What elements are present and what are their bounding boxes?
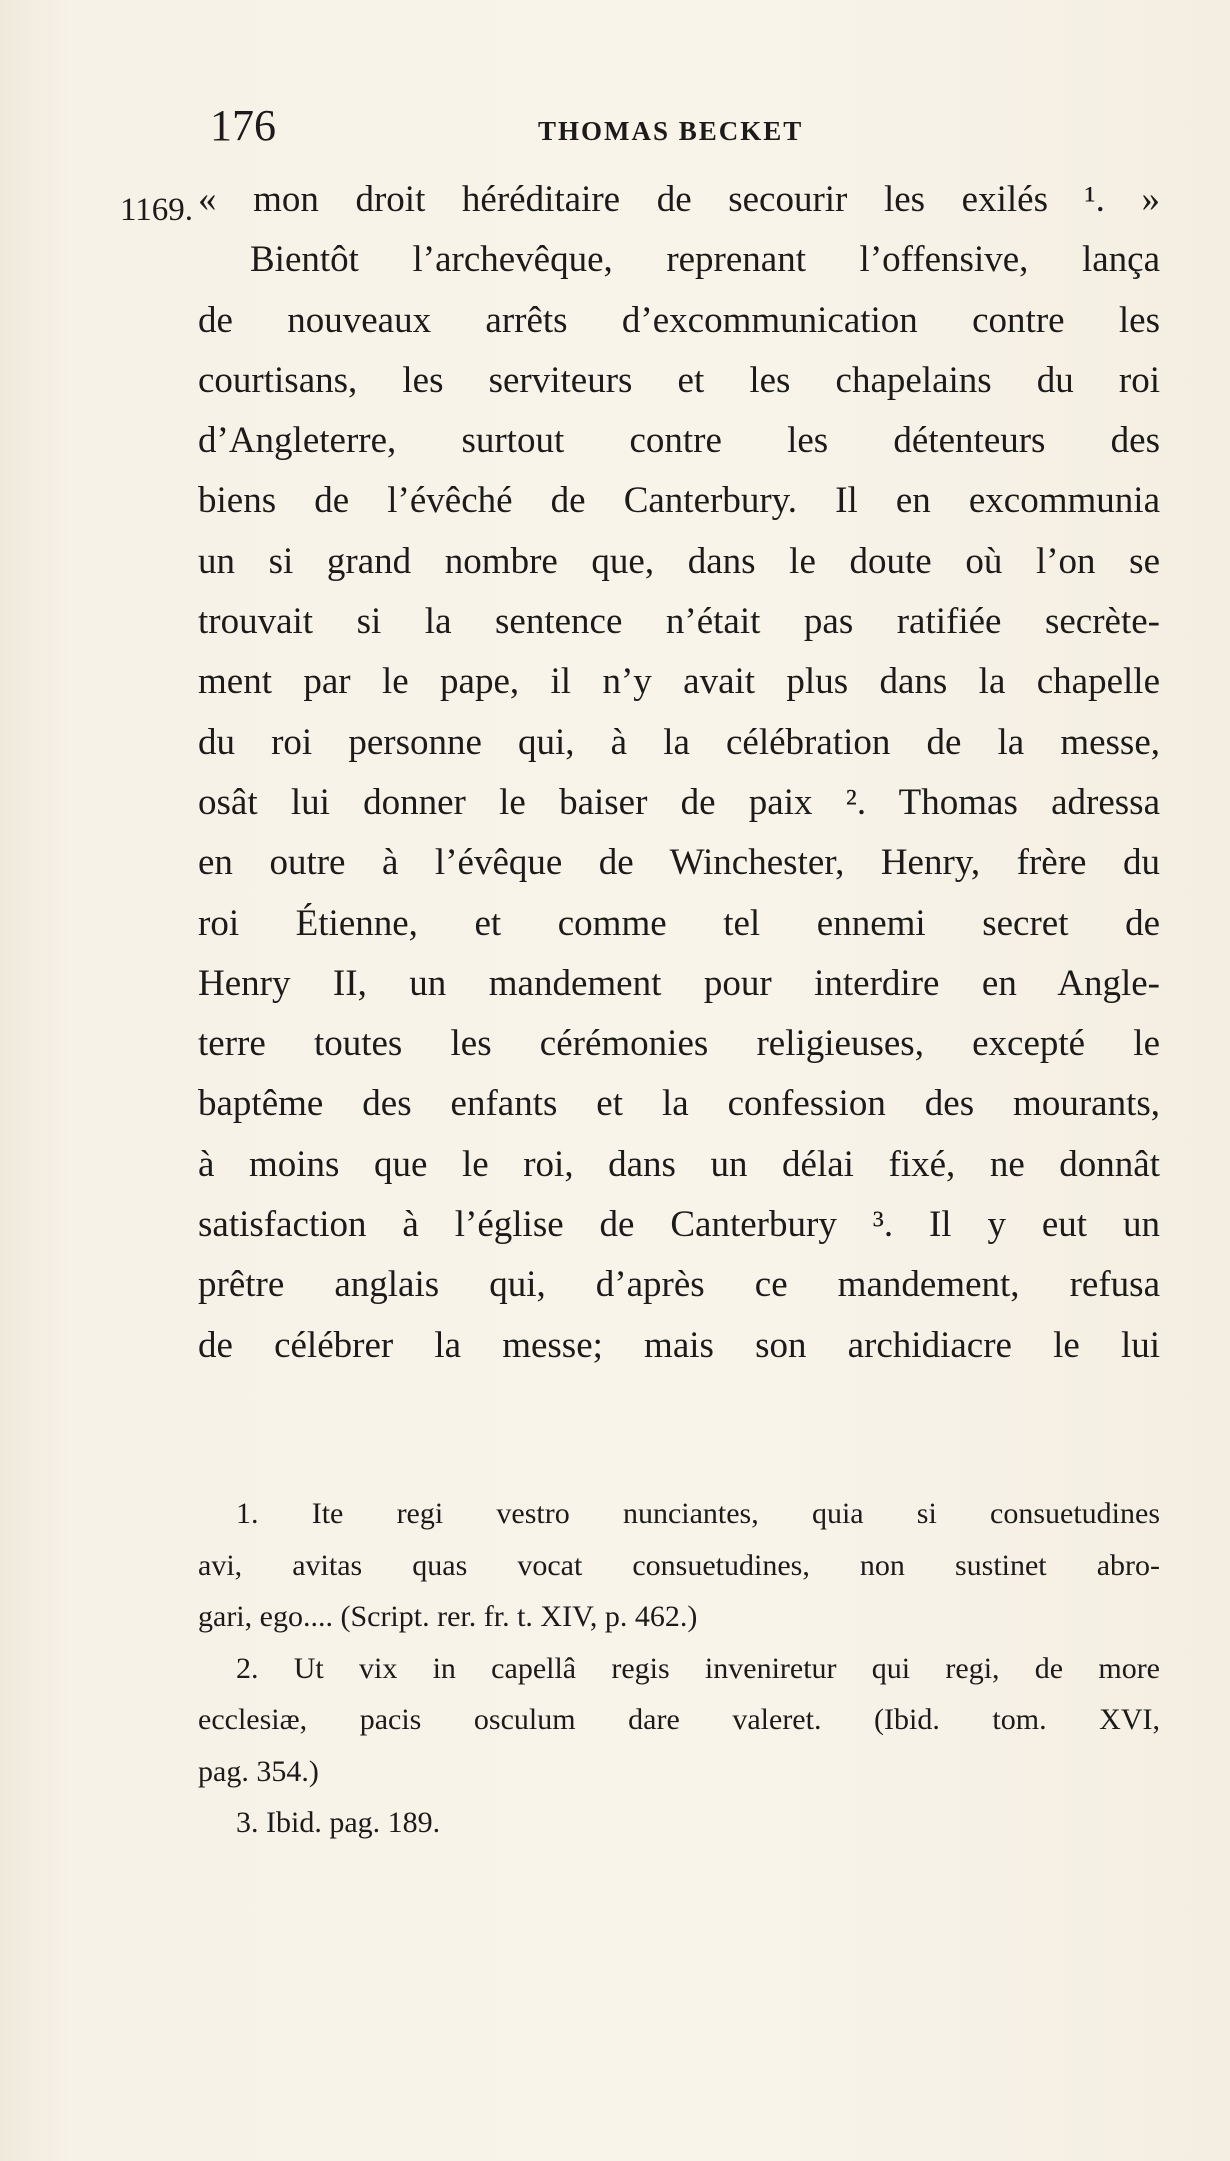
margin-year: 1169. <box>120 192 194 228</box>
text-line: du roi personne qui, à la célébration de la messe, <box>198 721 1160 763</box>
text-line: de célébrer la messe; mais son archidiacre le lui <box>198 1324 1160 1366</box>
footnote-line: pag. 354.) <box>198 1754 319 1788</box>
main-text <box>198 170 1160 1376</box>
text-line: trouvait si la sentence n’était pas ratifiée secrète- <box>198 601 1160 643</box>
text-line: prêtre anglais qui, d’après ce mandement, refusa <box>198 1264 1160 1306</box>
text-line: roi Étienne, et comme tel ennemi secret de <box>198 902 1160 944</box>
text-line: en outre à l’évêque de Winchester, Henry, frère du <box>198 842 1160 884</box>
page-header <box>210 100 1170 160</box>
running-title: THOMAS BECKET <box>538 116 804 146</box>
footnote-line: 3. Ibid. pag. 189. <box>236 1806 441 1839</box>
text-line: osât lui donner le baiser de paix ². Thomas adressa <box>198 781 1160 823</box>
page-number: 176 <box>210 101 276 150</box>
text-line: courtisans, les serviteurs et les chapelains du roi <box>198 359 1160 401</box>
text-line: un si grand nombre que, dans le doute où l’on se <box>198 540 1160 582</box>
text-line: Bientôt l’archevêque, reprenant l’offensive, lança <box>250 239 1160 281</box>
text-line: de nouveaux arrêts d’excommunication contre les <box>198 299 1160 341</box>
footnotes <box>198 1488 1160 1849</box>
footnote-line: 1. Ite regi vestro nunciantes, quia si consuetudines <box>236 1497 1160 1530</box>
footnote-line: 2. Ut vix in capellâ regis inveniretur qui regi, de more <box>236 1651 1160 1685</box>
text-line: biens de l’évêché de Canterbury. Il en excommunia <box>198 480 1160 522</box>
text-line: baptême des enfants et la confession des mourants, <box>198 1083 1160 1125</box>
text-line: Henry II, un mandement pour interdire en Angle- <box>198 962 1160 1004</box>
text-line: d’Angleterre, surtout contre les détenteurs des <box>198 420 1160 462</box>
text-line: ment par le pape, il n’y avait plus dans la chapelle <box>198 661 1160 703</box>
text-line: terre toutes les cérémonies religieuses, excepté le <box>198 1023 1160 1065</box>
text-line: « mon droit héréditaire de secourir les exilés ¹. » <box>198 179 1160 220</box>
footnote-line: ecclesiæ, pacis osculum dare valeret. (Ibid. tom. XVI, <box>198 1703 1160 1736</box>
footnote-line: gari, ego.... (Script. rer. fr. t. XIV, p. 462.) <box>198 1600 698 1633</box>
footnote-line: avi, avitas quas vocat consuetudines, non sustinet abro- <box>198 1548 1160 1582</box>
text-line: satisfaction à l’église de Canterbury ³. Il y eut un <box>198 1204 1160 1246</box>
text-line: à moins que le roi, dans un délai fixé, ne donnât <box>198 1143 1160 1185</box>
